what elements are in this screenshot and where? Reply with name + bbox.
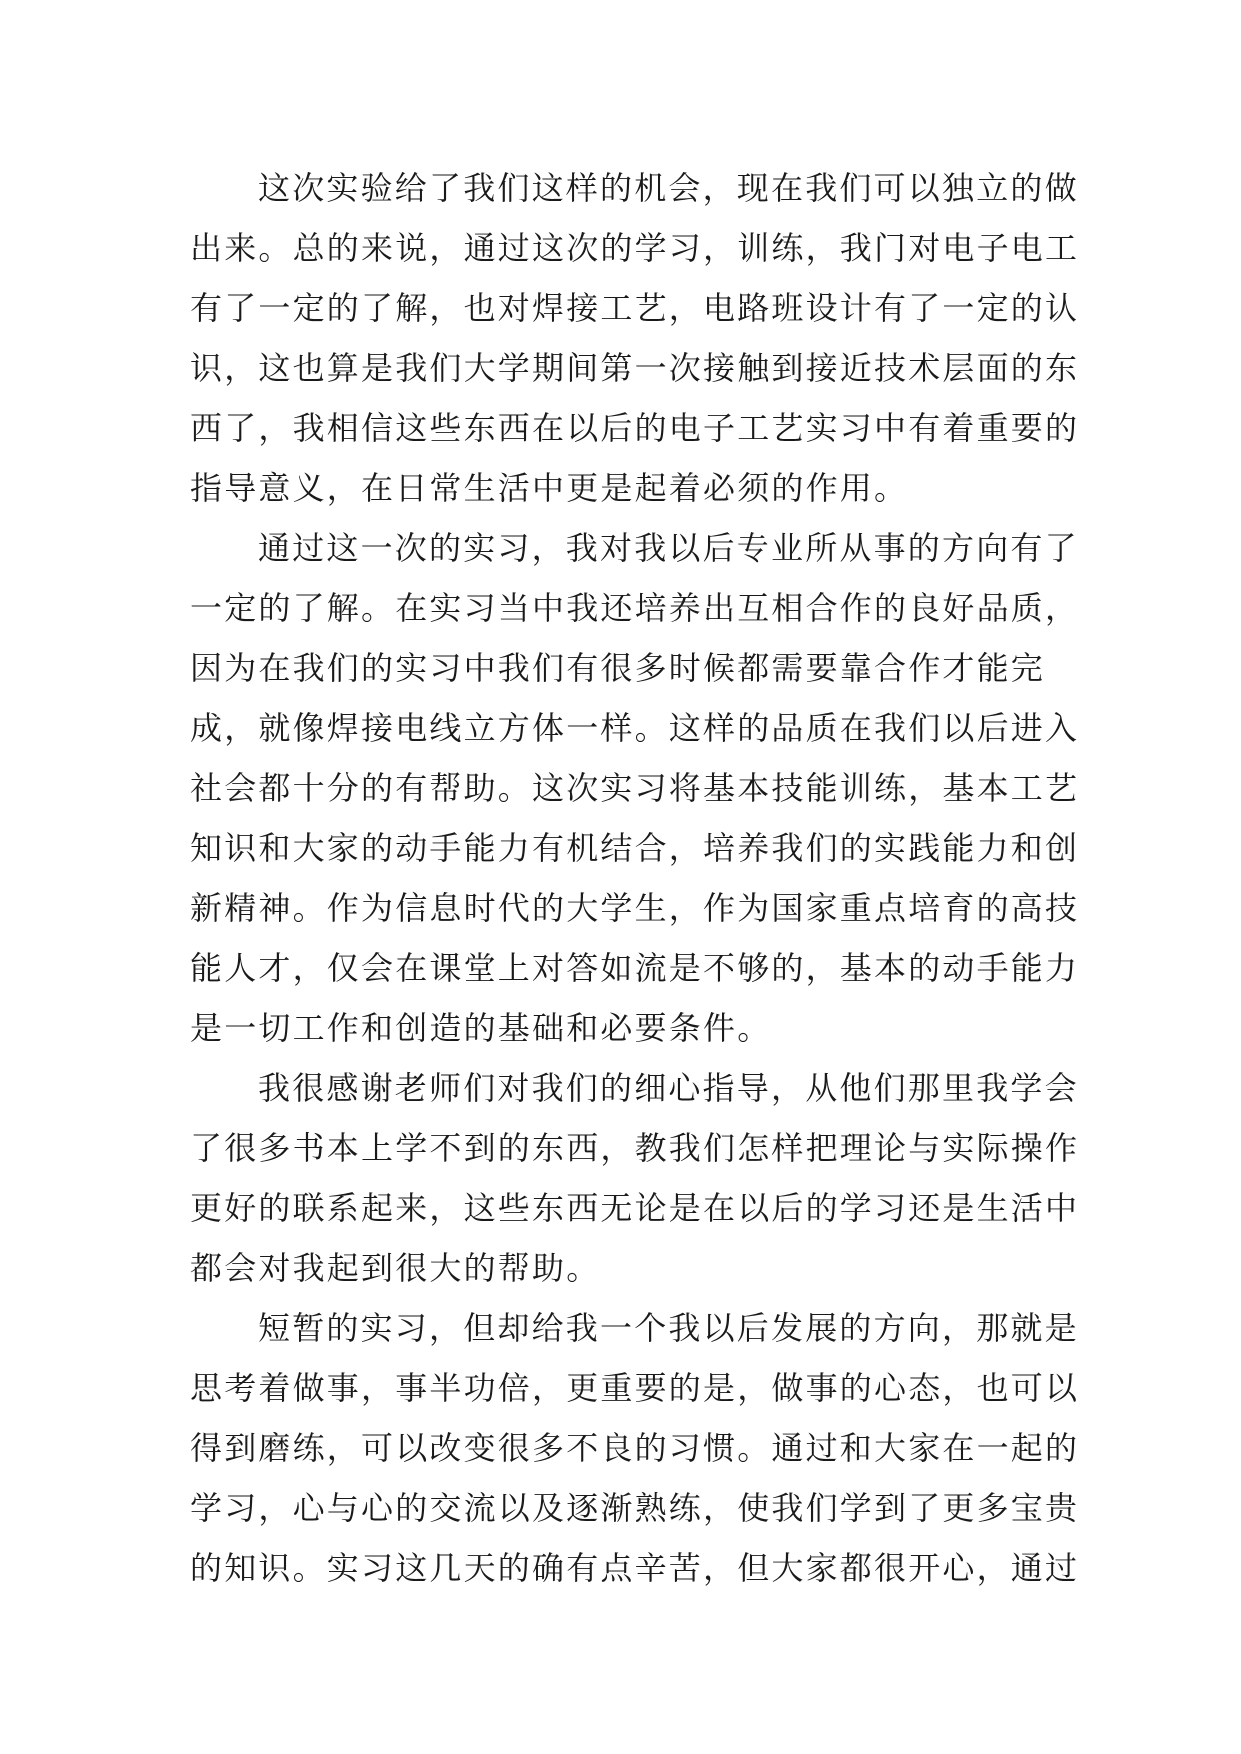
paragraph-3-line-2: 了很多书本上学不到的东西，教我们怎样把理论与实际操作	[190, 1129, 1080, 1167]
paragraph-2-line-2: 一定的了解。在实习当中我还培养出互相合作的良好品质，	[190, 589, 1080, 627]
paragraph-1-line-5: 西了，我相信这些东西在以后的电子工艺实习中有着重要的	[190, 409, 1080, 447]
paragraph-1-line-3: 有了一定的了解，也对焊接工艺，电路班设计有了一定的认	[190, 289, 1080, 327]
paragraph-3-line-4: 都会对我起到很大的帮助。	[190, 1249, 601, 1287]
paragraph-1-line-4: 识，这也算是我们大学期间第一次接触到接近技术层面的东	[190, 349, 1080, 387]
paragraph-1-line-2: 出来。总的来说，通过这次的学习，训练，我门对电子电工	[190, 229, 1080, 267]
paragraph-2-line-3: 因为在我们的实习中我们有很多时候都需要靠合作才能完	[190, 649, 1046, 687]
body-text	[190, 158, 1080, 1598]
paragraph-4-line-3: 得到磨练，可以改变很多不良的习惯。通过和大家在一起的	[190, 1429, 1080, 1467]
paragraph-1-line-6: 指导意义，在日常生活中更是起着必须的作用。	[190, 469, 909, 507]
paragraph-3-line-3: 更好的联系起来，这些东西无论是在以后的学习还是生活中	[190, 1189, 1080, 1227]
paragraph-2-line-4: 成，就像焊接电线立方体一样。这样的品质在我们以后进入	[190, 709, 1080, 747]
paragraph-2-line-5: 社会都十分的有帮助。这次实习将基本技能训练，基本工艺	[190, 769, 1080, 807]
paragraph-4-line-5: 的知识。实习这几天的确有点辛苦，但大家都很开心，通过	[190, 1549, 1080, 1587]
paragraph-2-line-9: 是一切工作和创造的基础和必要条件。	[190, 1009, 772, 1047]
paragraph-2-line-7: 新精神。作为信息时代的大学生，作为国家重点培育的高技	[190, 889, 1080, 927]
paragraph-3-line-1: 我很感谢老师们对我们的细心指导，从他们那里我学会	[258, 1069, 1079, 1107]
paragraph-4-line-1: 短暂的实习，但却给我一个我以后发展的方向，那就是	[258, 1309, 1079, 1347]
paragraph-4-line-4: 学习，心与心的交流以及逐渐熟练，使我们学到了更多宝贵	[190, 1489, 1080, 1527]
paragraph-2-line-6: 知识和大家的动手能力有机结合，培养我们的实践能力和创	[190, 829, 1080, 867]
paragraph-4-line-2: 思考着做事，事半功倍，更重要的是，做事的心态，也可以	[190, 1369, 1080, 1407]
paragraph-2-line-1: 通过这一次的实习，我对我以后专业所从事的方向有了	[258, 529, 1079, 567]
paragraph-1-line-1: 这次实验给了我们这样的机会，现在我们可以独立的做	[258, 169, 1079, 207]
paragraph-2-line-8: 能人才，仅会在课堂上对答如流是不够的，基本的动手能力	[190, 949, 1080, 987]
